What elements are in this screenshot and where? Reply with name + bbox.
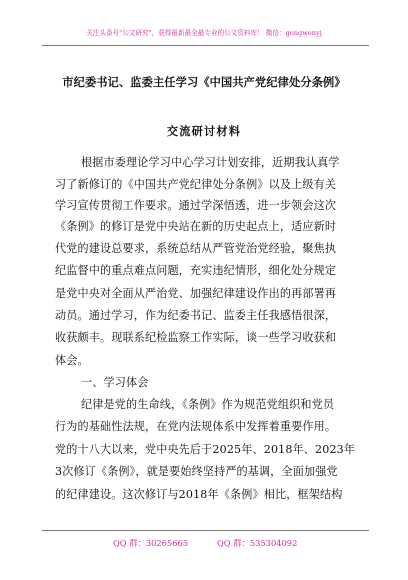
document-subtitle: 交流研讨材料 [166, 124, 242, 138]
body-line-4: 《条例》的修订是党中央站在新的历史起点上，适应新时 [55, 220, 337, 233]
body-line-7: 是党中央对全面从严治党、加强纪律建设作出的再部署再 [55, 287, 337, 300]
body-line-12: 行为的基础性法规，在党内法规体系中发挥着重要作用。 [55, 420, 337, 433]
body-line-2: 习了新修订的《中国共产党纪律处分条例》以及上级有关 [55, 178, 337, 191]
body-line-8: 动员。通过学习，作为纪委书记、监委主任我感悟很深， [55, 309, 337, 322]
qq-group-left: QQ 群：30265665 [113, 538, 189, 548]
qq-group-right: QQ 群：535304092 [217, 538, 298, 548]
body-line-13: 党的十八大以来，党中央先后于2025年、2018年、2023年 [55, 443, 356, 456]
document-title: 市纪委书记、监委主任学习《中国共产党纪律处分条例》 [62, 75, 346, 89]
body-line-6: 纪监督中的重点难点问题，充实违纪情形，细化处分规定 [55, 264, 337, 277]
body-line-1: 根据市委理论学习中心学习计划安排，近期我认真学 [81, 156, 340, 169]
footer-divider [42, 530, 369, 531]
body-line-9: 收获颇丰。现联系纪检监察工作实际，谈一些学习收获和 [55, 331, 337, 344]
body-line-11: 纪律是党的生命线，《条例》作为规范党组织和党员 [81, 398, 335, 411]
body-line-3: 学习宣传贯彻工作要求。通过学深悟透，进一步领会这次 [55, 199, 337, 212]
body-line-15: 的纪律建设。这次修订与2018年《条例》相比，框架结构 [55, 488, 343, 501]
body-line-10: 体会。 [55, 354, 89, 367]
body-line-14: 3次修订《条例》，就是要始终坚持严的基调，全面加强党 [55, 465, 338, 478]
section-heading: 一、学习体会 [81, 376, 149, 389]
header-banner: 关注头条号"公文研究"，获得最新最全最专业的公文资料库！ 微信：gongwenyj [86, 29, 322, 37]
body-line-5: 代党的建设总要求，系统总结从严管党治党经验，聚焦执 [55, 242, 337, 255]
header-divider [42, 45, 369, 46]
